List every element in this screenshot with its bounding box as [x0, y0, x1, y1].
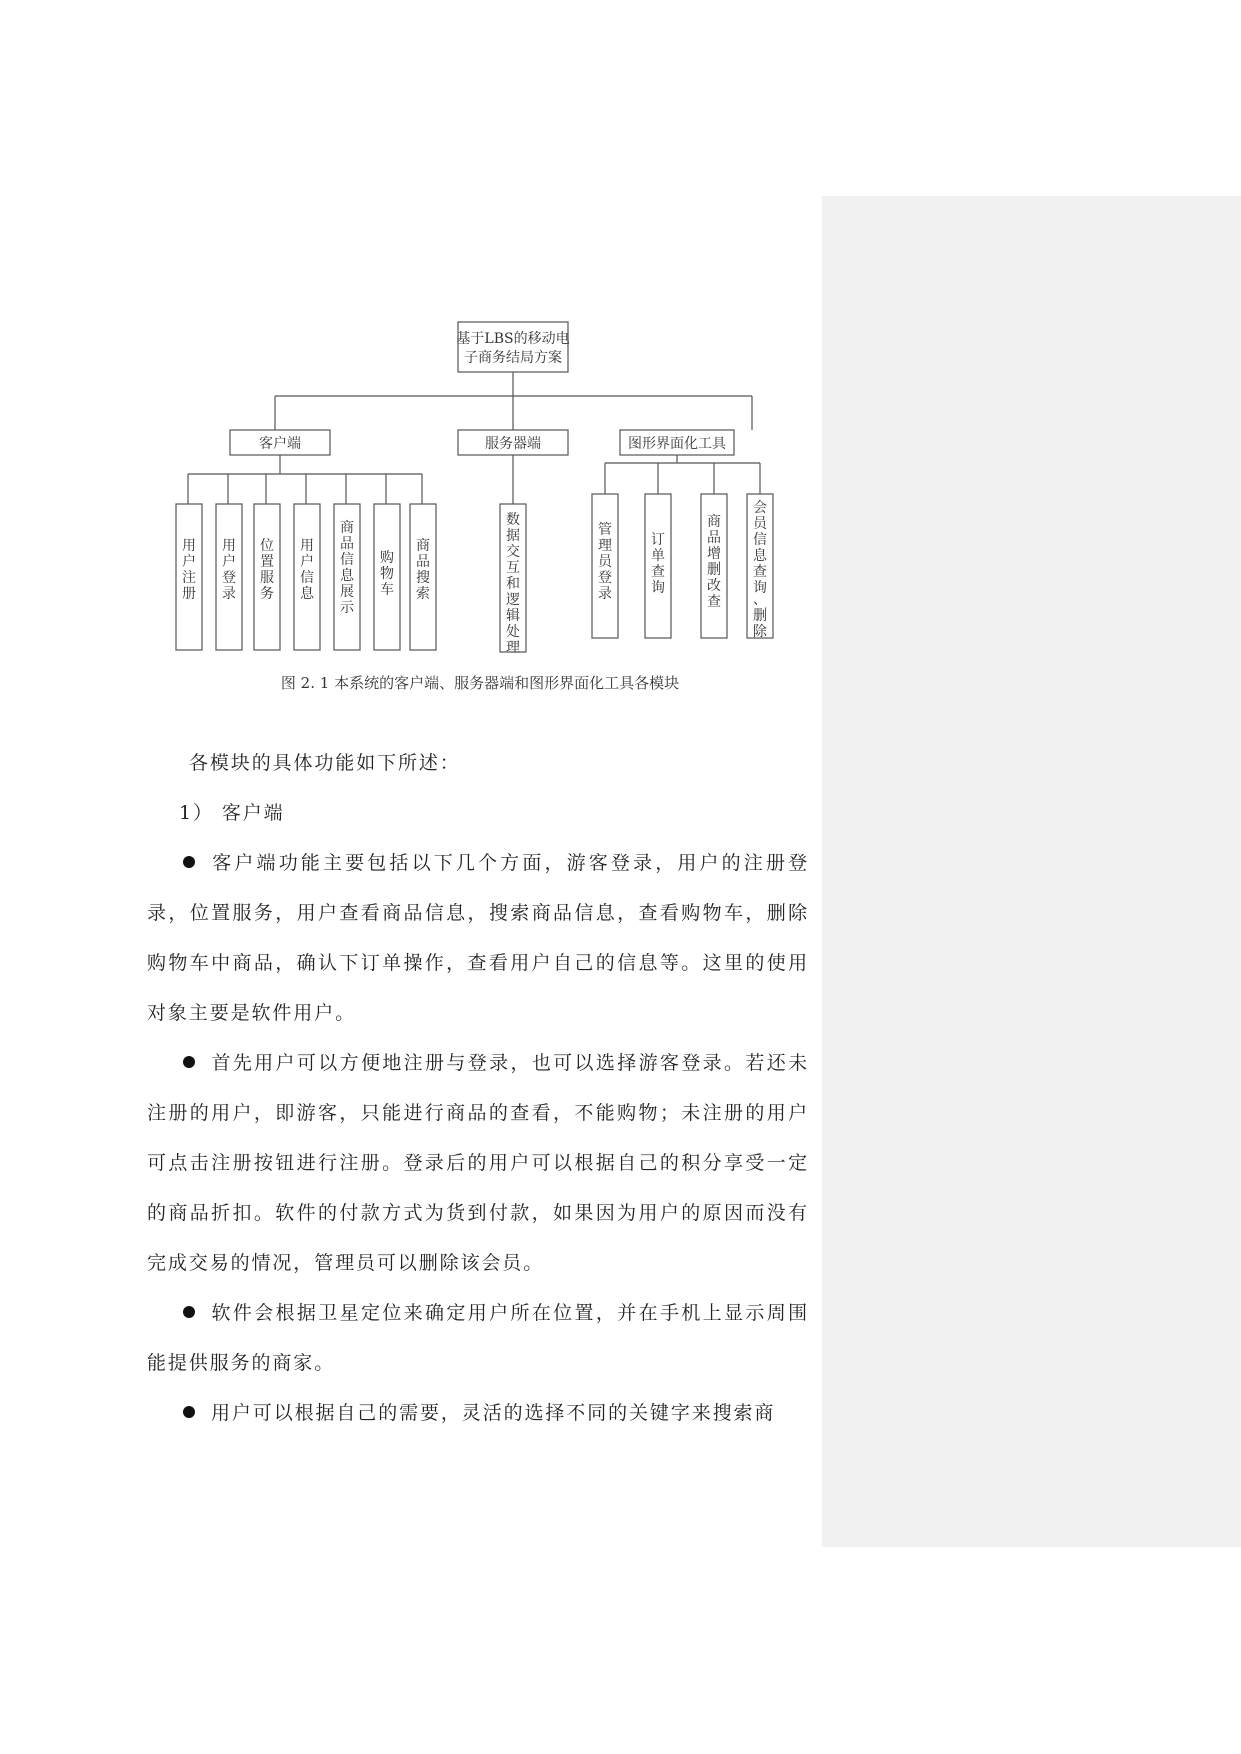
bullet-dot-icon — [183, 856, 195, 868]
leaf-product-search-label: 商品搜索 — [416, 538, 430, 602]
leaf-product-display — [334, 504, 360, 650]
bullet-paragraph-1 — [147, 838, 809, 1038]
bullet-paragraph-2 — [147, 1038, 809, 1288]
leaf-order-query — [645, 494, 671, 638]
bullet-text-3: 软件会根据卫星定位来确定用户所在位置，并在手机上显示周围能提供服务的商家。 — [147, 1302, 809, 1374]
leaf-shopping-cart — [374, 504, 400, 650]
leaf-product-display-label: 商品信息展示 — [340, 520, 354, 616]
leaf-user-info-label: 用户信息 — [300, 538, 314, 602]
module-structure-diagram — [160, 318, 800, 658]
leaf-admin-login-label: 管理员登录 — [598, 522, 612, 602]
leaf-data-interaction-label: 数据交互和逻辑处理 — [506, 512, 520, 656]
bullet-dot-icon — [183, 1406, 195, 1418]
leaf-user-register-label: 用户注册 — [182, 538, 196, 602]
bullet-paragraph-4 — [147, 1388, 809, 1438]
bullet-text-4: 用户可以根据自己的需要，灵活的选择不同的关键字来搜索商 — [211, 1402, 776, 1424]
leaf-order-query-label: 订单查询 — [651, 532, 665, 596]
bullet-text-1: 客户端功能主要包括以下几个方面，游客登录，用户的注册登录，位置服务，用户查看商品信息，搜索商品信息，查看购物车，删除购物车中商品，确认下订单操作，查看用户自己的信息等。这里的使用对象主要是软件用户。 — [147, 852, 809, 1024]
leaf-product-crud-label: 商品增删改查 — [707, 514, 721, 610]
leaf-member-query-delete — [747, 494, 773, 640]
bullet-text-2: 首先用户可以方便地注册与登录，也可以选择游客登录。若还未注册的用户，即游客，只能进行商品的查看，不能购物；未注册的用户可点击注册按钮进行注册。登录后的用户可以根据自己的积分享受一定的商品折扣。软件的付款方式为货到付款，如果因为用户的原因而没有完成交易的情况，管理员可以删除该会员。 — [147, 1052, 809, 1274]
leaf-shopping-cart-label: 购物车 — [380, 550, 394, 598]
leaf-product-search — [410, 504, 436, 650]
comment-margin-pane — [822, 196, 1241, 1547]
leaf-data-interaction — [500, 504, 526, 656]
branch-server-label: 服务器端 — [485, 436, 541, 452]
intro-paragraph: 各模块的具体功能如下所述： — [189, 752, 461, 774]
leaf-member-query-delete-label: 会员信息查询、删除 — [753, 500, 767, 640]
branch-gui-tool-label: 图形界面化工具 — [628, 436, 726, 452]
diagram-root-label-line1: 基于LBS的移动电 — [456, 331, 570, 347]
section-heading: 1） 客户端 — [179, 802, 285, 824]
leaf-user-info — [294, 504, 320, 650]
bullet-paragraph-3 — [147, 1288, 809, 1388]
leaf-user-login-label: 用户登录 — [222, 538, 236, 602]
leaf-user-login — [216, 504, 242, 650]
leaf-admin-login — [592, 494, 618, 638]
leaf-location-service-label: 位置服务 — [260, 538, 274, 602]
bullet-dot-icon — [183, 1306, 195, 1318]
branch-client-label: 客户端 — [259, 436, 301, 452]
leaf-user-register — [176, 504, 202, 650]
leaf-product-crud — [701, 494, 727, 638]
bullet-dot-icon — [183, 1056, 195, 1068]
diagram-root-label-line2: 子商务结局方案 — [464, 350, 562, 366]
figure-caption: 图 2. 1 本系统的客户端、服务器端和图形界面化工具各模块 — [280, 674, 680, 692]
leaf-location-service — [254, 504, 280, 650]
